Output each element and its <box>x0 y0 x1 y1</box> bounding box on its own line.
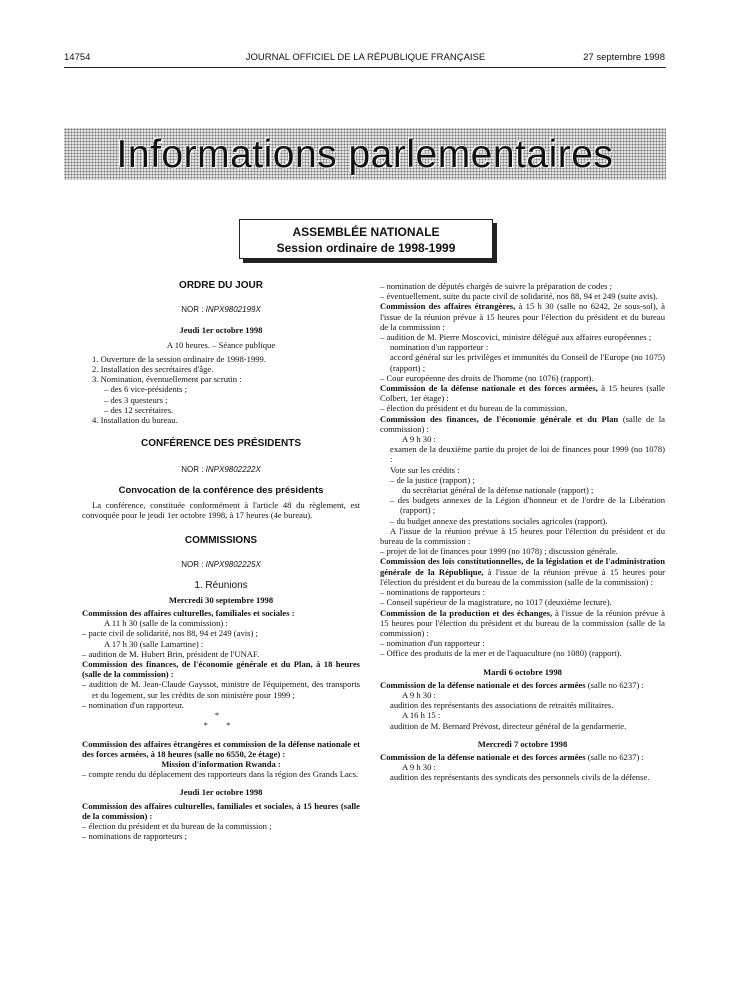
commission-text: (salle no 6237) : <box>587 751 644 762</box>
conference-heading: CONFÉRENCE DES PRÉSIDENTS <box>140 438 302 450</box>
agenda-subitem: – des 12 secrétaires. <box>104 404 174 415</box>
left-column <box>82 281 360 841</box>
commission-title: Commission des finances, de l'économie générale et du Plan <box>380 413 619 424</box>
agenda-entry: – des budgets annexes de la Légion d'honneur et de l'ordre de la Libération (rapport) ; <box>390 495 665 516</box>
time-line: A 17 h 30 (salle Lamartine) : <box>104 638 204 649</box>
agenda-item: 2. Installation des secrétaires d'âge. <box>92 364 214 375</box>
agenda-entry: audition de M. Bernard Prévost, directeur général de la gendarmerie. <box>390 720 627 731</box>
commissions-heading: COMMISSIONS <box>184 535 258 547</box>
commission-title: Commission des affaires étrangères et commission de la défense nationale et des forces armées, à 18 heures (salle no 6550, 2e étage) : <box>82 738 360 759</box>
commission-text: à 15 h 30 (salle no 6242, 2e sous-sol), à l'issue de la réunion prévue à 15 heures pour l'élection du président et du bureau de la commission : <box>380 301 665 332</box>
convocation-text: La conférence, constituée conformément à l'article 48 du règlement, est convoquée pour le jeudi 1er octobre 1998, à 17 heures (4e bureau). <box>82 499 360 521</box>
agenda-item: 3. Nomination, éventuellement par scrutin : <box>92 374 242 385</box>
time-line: A 11 h 30 (salle de la commission) : <box>104 618 228 629</box>
agenda-entry: – nominations de rapporteurs ; <box>82 831 188 842</box>
commission-text: à l'issue de la réunion prévue à 15 heures pour l'élection du président et du bureau de la commission (salle de la commission) : <box>380 566 665 587</box>
commission-title: Commission des affaires culturelles, familiales et sociales, à 15 heures (salle de la commission) : <box>82 800 360 821</box>
agenda-entry: – audition de M. Jean-Claude Gayssot, ministre de l'équipement, des transports et du logement, sur les crédits de son ministère pour 1999 ; <box>82 679 360 700</box>
time-line: A 16 h 15 : <box>402 710 441 721</box>
commission-title: Commission des lois constitutionnelles, de la législation et de l'administration générale de la République, <box>380 556 665 577</box>
agenda-entry: – élection du président et du bureau de la commission ; <box>82 820 272 831</box>
day-heading: Mercredi 30 septembre 1998 <box>168 594 274 605</box>
agenda-entry: – Conseil supérieur de la magistrature, no 1017 (deuxième lecture). <box>380 597 612 608</box>
separator-star: * <box>214 710 228 721</box>
session-name: Session ordinaire de 1998-1999 <box>276 241 456 255</box>
agenda-item: 4. Installation du bureau. <box>92 415 178 426</box>
commission-title: Commission des affaires culturelles, familiales et sociales : <box>82 608 295 619</box>
convocation-heading: Convocation de la conférence des présidents <box>118 484 324 496</box>
reunions-heading: 1. Réunions <box>194 579 248 591</box>
agenda-subitem: – des 3 questeurs ; <box>104 394 168 405</box>
time-line: A 9 h 30 : <box>402 434 436 445</box>
time-line: A 9 h 30 : <box>402 689 436 700</box>
agenda-entry: – nominations de rapporteurs : <box>380 587 486 598</box>
agenda-subitem: – des 6 vice-présidents ; <box>104 384 188 395</box>
commission-title: Commission de la défense nationale et des forces armées, <box>380 383 598 394</box>
agenda-entry: – nomination d'un rapporteur : <box>380 638 485 649</box>
commission-title: Commission de la production et des échanges, <box>380 607 553 618</box>
agenda-entry: examen de la deuxième partie du projet de loi de finances pour 1999 (no 1078) : <box>390 444 665 465</box>
header-rule <box>64 67 666 68</box>
separator-stars: * * <box>203 720 239 731</box>
commission-block <box>380 383 665 403</box>
commission-block <box>380 680 665 690</box>
agenda-entry: A l'issue de la réunion prévue à 15 heures pour l'élection du président et du bureau de la commission : <box>380 525 665 547</box>
agenda-item: 1. Ouverture de la session ordinaire de 1998-1999. <box>92 353 266 364</box>
commission-block <box>380 556 665 587</box>
day-heading: Mercredi 7 octobre 1998 <box>477 738 568 749</box>
commission-block <box>380 608 665 639</box>
agenda-entry: – pacte civil de solidarité, nos 88, 94 et 249 (avis) ; <box>82 628 258 639</box>
agenda-entry: – Cour européenne des droits de l'homme (no 1076) (rapport). <box>380 372 594 383</box>
agenda-entry: – nomination de députés chargés de suivre la préparation de codes ; <box>380 281 613 291</box>
commission-title: Commission des affaires étrangères, <box>380 301 516 312</box>
day-heading: Jeudi 1er octobre 1998 <box>179 325 263 336</box>
journal-title: JOURNAL OFFICIEL DE LA RÉPUBLIQUE FRANÇAISE <box>245 52 486 63</box>
agenda-entry: – éventuellement, suite du pacte civil de solidarité, nos 88, 94 et 249 (suite avis). <box>380 291 658 302</box>
running-header <box>0 52 731 68</box>
page-number: 14754 <box>64 52 91 63</box>
nor-line <box>82 560 360 570</box>
commission-text: (salle no 6237) : <box>587 679 644 690</box>
assembly-name: ASSEMBLÉE NATIONALE <box>292 225 440 239</box>
agenda-entry: – audition de M. Pierre Moscovici, ministre délégué aux affaires européennes ; <box>380 332 652 343</box>
assembly-box <box>239 219 493 259</box>
mission-heading: Mission d'information Rwanda : <box>161 758 281 769</box>
issue-date: 27 septembre 1998 <box>583 52 665 63</box>
agenda-entry: audition des représentants des associations de retraités militaires. <box>390 700 614 711</box>
nor-code: INPX9802199X <box>205 305 261 315</box>
commission-title: Commission des finances, de l'économie générale et du Plan, à 18 heures (salle de la commission) : <box>82 659 360 680</box>
day-heading: Jeudi 1er octobre 1998 <box>179 787 263 798</box>
commission-text: (salle de la commission) : <box>380 413 665 434</box>
agenda-entry: du secrétariat général de la défense nationale (rapport) ; <box>402 485 594 496</box>
agenda-entry: – nomination d'un rapporteur. <box>82 699 184 710</box>
agenda-entry: audition des représentants des syndicats des personnels civils de la défense. <box>390 772 650 783</box>
commission-title: Commission de la défense nationale et des forces armées <box>380 751 586 762</box>
agenda-entry: – Office des produits de la mer et de l'aquaculture (no 1080) (rapport). <box>380 648 622 659</box>
commission-text: à l'issue de la réunion prévue à 15 heures pour l'élection du président et du bureau de la commission (salle de la commission) : <box>380 607 665 638</box>
commission-title: Commission de la défense nationale et des forces armées <box>380 679 586 690</box>
banner-title: Informations parlementaires <box>116 133 614 176</box>
agenda-entry: – projet de loi de finances pour 1999 (no 1078) ; discussion générale. <box>380 546 618 557</box>
nor-label: NOR : <box>181 465 204 475</box>
nor-label: NOR : <box>181 305 204 315</box>
commission-block <box>380 301 665 332</box>
agenda-entry: accord général sur les privilèges et immunités du Conseil de l'Europe (no 1075) (rapport) ; <box>390 352 665 373</box>
nor-line <box>82 305 360 315</box>
agenda-entry: – audition de M. Hubert Brin, président de l'UNAF. <box>82 648 260 659</box>
time-line: A 9 h 30 : <box>402 762 436 773</box>
commission-block <box>380 414 665 434</box>
nor-label: NOR : <box>181 560 204 570</box>
agenda-entry: – du budget annexe des prestations sociales agricoles (rapport). <box>390 515 608 526</box>
commission-text: à 15 heures (salle Colbert, 1er étage) : <box>380 383 665 404</box>
agenda-entry: – compte rendu du déplacement des rapporteurs dans la région des Grands Lacs. <box>82 769 359 780</box>
seance-line: A 10 heures. – Séance publique <box>166 339 276 350</box>
right-column <box>380 281 665 783</box>
agenda-entry: – de la justice (rapport) ; <box>390 474 475 485</box>
nor-line <box>82 465 360 475</box>
ordre-du-jour-heading: ORDRE DU JOUR <box>179 280 263 291</box>
agenda-entry: nomination d'un rapporteur : <box>390 342 489 353</box>
agenda-entry: – élection du président et du bureau de la commission. <box>380 403 568 414</box>
agenda-entry: Vote sur les crédits : <box>390 464 460 475</box>
commission-block <box>380 752 665 762</box>
nor-code: INPX9802222X <box>205 465 261 475</box>
nor-code: INPX9802225X <box>205 560 261 570</box>
day-heading: Mardi 6 octobre 1998 <box>483 666 562 677</box>
